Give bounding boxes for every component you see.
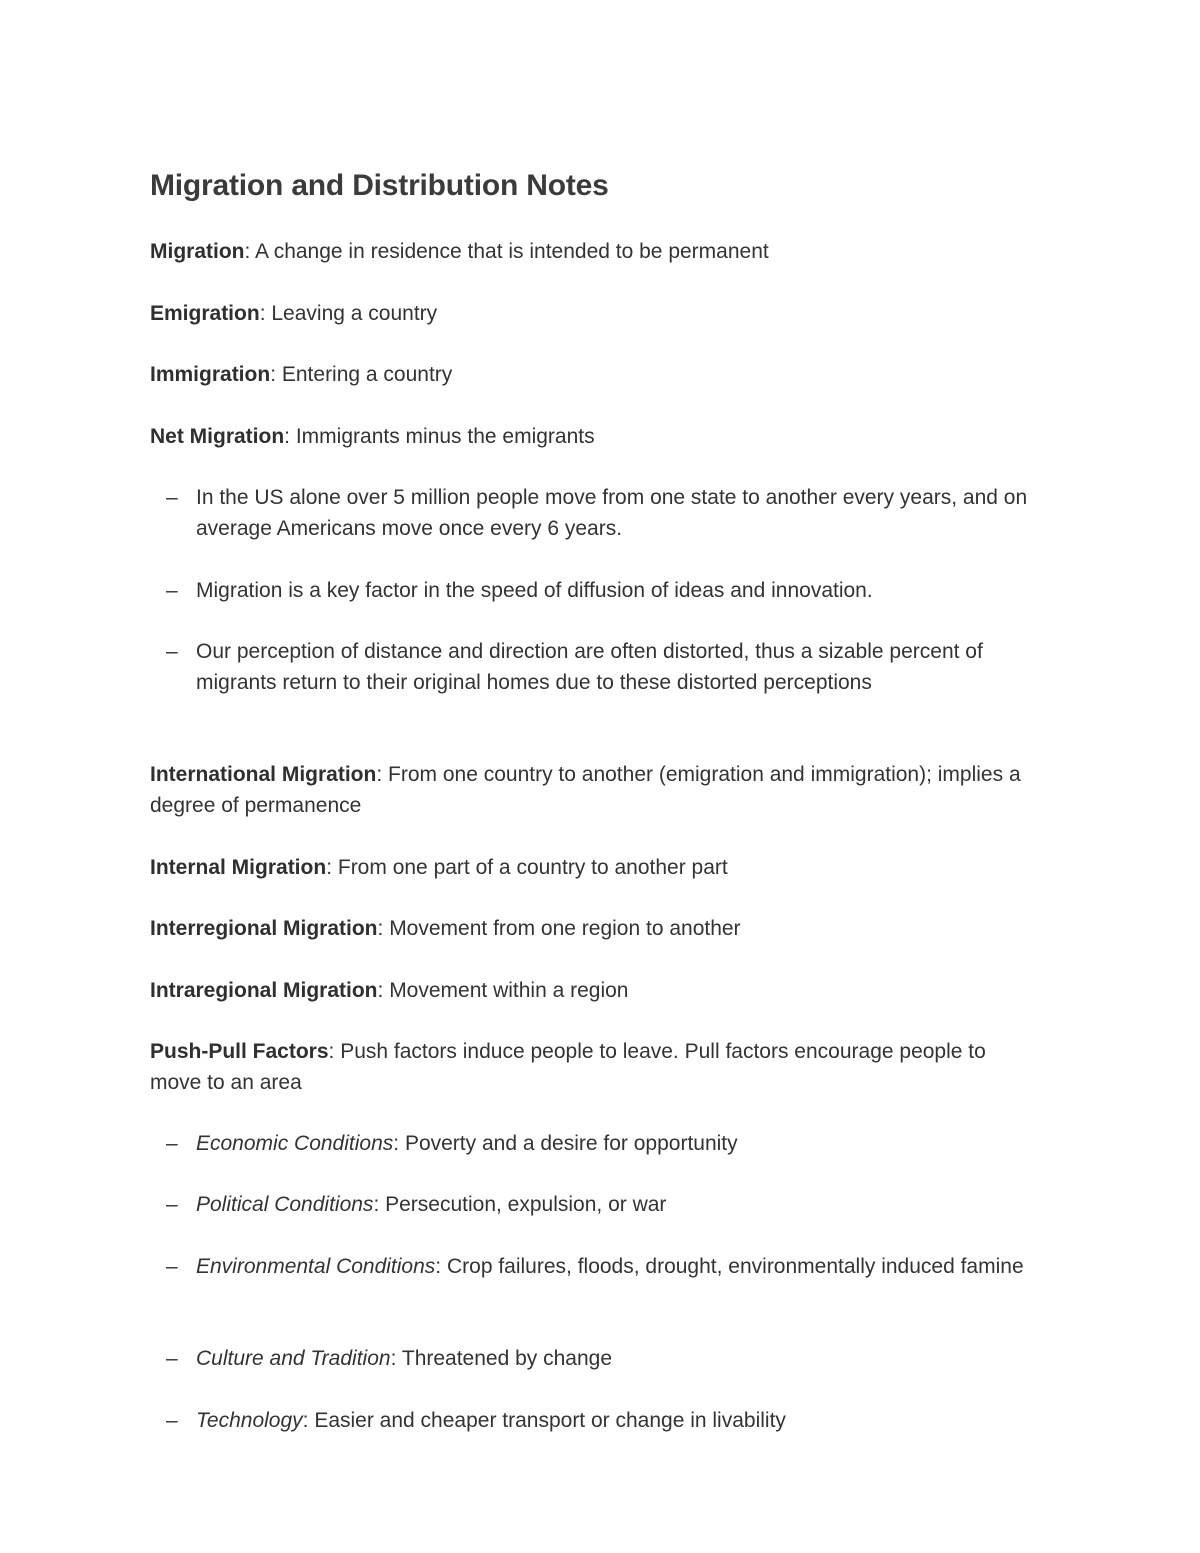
separator: :	[390, 1347, 397, 1370]
list-item-text: Our perception of distance and direction are often distorted, thus a sizable percent of migrants return to their original homes due to these distorted perceptions	[196, 640, 983, 694]
definition-intraregional-migration	[150, 975, 1030, 1006]
separator: :	[328, 1040, 335, 1063]
term: International Migration	[150, 763, 377, 786]
term: Intraregional Migration	[150, 979, 378, 1002]
list-item	[150, 1251, 1030, 1282]
definition-net-migration	[150, 421, 1030, 452]
term: Internal Migration	[150, 856, 327, 879]
separator: :	[270, 363, 277, 386]
factor-label: Technology	[196, 1409, 303, 1432]
definition-text: A change in residence that is intended to be permanent	[250, 240, 769, 263]
definition-international-migration	[150, 759, 1030, 821]
definition-emigration	[150, 298, 1030, 329]
definition-text: From one part of a country to another part	[332, 856, 728, 879]
separator: :	[393, 1132, 400, 1155]
factor-label: Environmental Conditions	[196, 1255, 436, 1278]
term: Interregional Migration	[150, 917, 378, 940]
separator: :	[376, 763, 383, 786]
term: Emigration	[150, 302, 260, 325]
list-item	[150, 1405, 1030, 1436]
dash-bullet: –	[166, 1255, 178, 1278]
factor-text: Crop failures, floods, drought, environmentally induced famine	[441, 1255, 1024, 1278]
separator: :	[373, 1193, 380, 1216]
list-item-text: In the US alone over 5 million people move from one state to another every years, and on average Americans move once every 6 years.	[196, 486, 1028, 540]
list-item	[150, 636, 1030, 698]
factor-text: Persecution, expulsion, or war	[379, 1193, 667, 1216]
definition-text: Movement from one region to another	[383, 917, 741, 940]
separator: :	[244, 240, 251, 263]
separator: :	[435, 1255, 442, 1278]
separator: :	[326, 856, 333, 879]
dash-bullet: –	[166, 1193, 178, 1216]
separator: :	[377, 979, 384, 1002]
list-item	[150, 1128, 1030, 1159]
definition-text: From one country to another (emigration and immigration); implies a degree of permanence	[150, 763, 1021, 817]
definition-text: Push factors induce people to leave. Pull factors encourage people to move to an area	[150, 1040, 986, 1094]
dash-bullet: –	[166, 579, 178, 602]
factor-text: Poverty and a desire for opportunity	[399, 1132, 738, 1155]
list-item	[150, 1343, 1030, 1374]
list-item	[150, 1189, 1030, 1220]
definition-text: Immigrants minus the emigrants	[290, 425, 595, 448]
factor-label: Economic Conditions	[196, 1132, 394, 1155]
factor-text: Threatened by change	[396, 1347, 613, 1370]
definition-text: Entering a country	[276, 363, 453, 386]
definition-internal-migration	[150, 852, 1030, 883]
factor-text: Easier and cheaper transport or change in livability	[308, 1409, 786, 1432]
term: Immigration	[150, 363, 271, 386]
definition-interregional-migration	[150, 913, 1030, 944]
definition-text: Leaving a country	[265, 302, 438, 325]
definition-push-pull-factors	[150, 1036, 1030, 1098]
term: Migration	[150, 240, 245, 263]
list-item	[150, 575, 1030, 606]
page-title: Migration and Distribution Notes	[150, 169, 609, 202]
list-item	[150, 482, 1030, 544]
term: Net Migration	[150, 425, 285, 448]
separator: :	[377, 917, 384, 940]
separator: :	[284, 425, 291, 448]
definition-immigration	[150, 359, 1030, 390]
term: Push-Pull Factors	[150, 1040, 329, 1063]
dash-bullet: –	[166, 486, 178, 509]
factor-label: Culture and Tradition	[196, 1347, 391, 1370]
factor-label: Political Conditions	[196, 1193, 374, 1216]
dash-bullet: –	[166, 1409, 178, 1432]
definition-migration	[150, 236, 1030, 267]
definition-text: Movement within a region	[383, 979, 629, 1002]
list-item-text: Migration is a key factor in the speed of diffusion of ideas and innovation.	[196, 579, 873, 602]
dash-bullet: –	[166, 1132, 178, 1155]
separator: :	[302, 1409, 309, 1432]
dash-bullet: –	[166, 640, 178, 663]
dash-bullet: –	[166, 1347, 178, 1370]
separator: :	[259, 302, 266, 325]
